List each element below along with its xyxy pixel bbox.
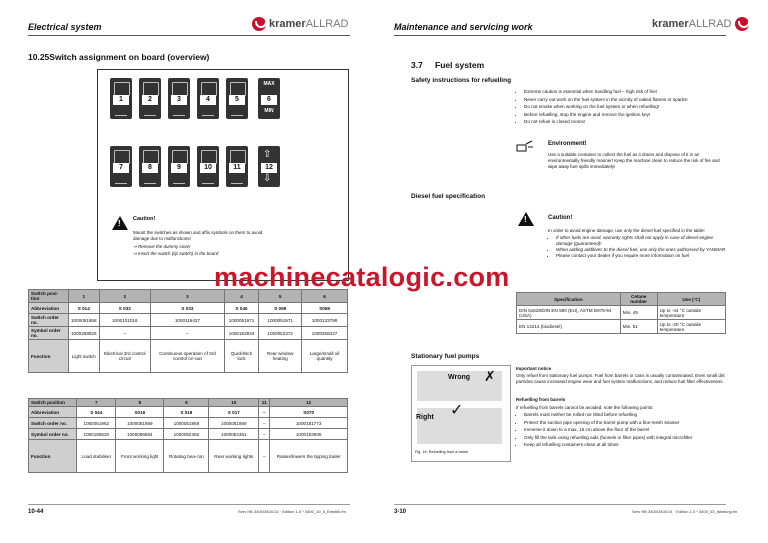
safety-list [516,88,734,126]
switch-symbol [202,175,214,184]
table-cell: Symbol order no. [29,327,69,340]
warning-icon: ! [518,212,534,226]
table-cell: 1000052372 [259,327,302,340]
table-cell: S016 [116,407,164,418]
arrow-down-icon: ⇩ [263,173,272,184]
switch-symbol [144,107,156,116]
table-cell: S 033 [150,303,224,314]
brand-logo [652,17,749,31]
table-cell: S069 [302,303,348,314]
table-header-cell: Switch posi- tion [29,290,69,303]
table-cell: Up to -44 °C outside temperature [657,306,725,320]
switch-8 [139,146,161,187]
switch-icon [230,82,246,96]
barrels-title: Refuelling from barrels [516,397,566,402]
table-cell: 1000052356 [164,429,209,440]
table-cell: Min. 51 [620,320,657,334]
table-cell: Function [29,440,77,473]
section-title: Fuel system [435,60,485,70]
table-cell: Up to -20 °C outside temperature [657,320,725,334]
switch-number: 12 [261,163,277,173]
header-title: Maintenance and servicing work [394,22,533,32]
table-row [29,418,348,429]
max-label: MAX [263,81,275,87]
switch-icon [172,150,188,164]
list-item: • Do not smoke when working on the fuel system or when refuelling! [524,103,734,111]
table-cell: S 032 [99,303,150,314]
switch-symbol [202,107,214,116]
switch-5 [226,78,248,119]
table-cell: – [99,327,150,340]
switch-icon [143,82,159,96]
table-cell: Load stabiliser [77,440,116,473]
table-cell: S 040 [224,303,258,314]
table-cell: 1000052361 [209,429,259,440]
list-item: • When adding additives to the diesel fuel, use only the ones authorised by YANMAR [556,247,726,253]
section-number: 3.7 [411,60,423,70]
switch-6 [258,78,280,119]
list-item: • Keep all refuelling containers clean at all times [524,441,736,449]
table-header-cell: 9 [164,399,209,407]
table-cell: Electrical 3rd control circuit [99,340,150,373]
table-cell: Symbol order no. [29,429,77,440]
switch-symbol [115,107,127,116]
environment-text: Use a suitable container to collect the fuel as it drains and dispose of it in an environmentally friendly manner! Keep the machine clean to reduce the risk of fire and wipe away fuel spills immediately! [548,152,720,169]
logo-suffix: ALLRAD [688,18,732,30]
table-header-cell: 1 [68,290,99,303]
switch-panel-figure [97,69,349,281]
table-row [517,306,726,320]
footer-rule [394,504,726,505]
switch-number: 5 [229,95,245,105]
switch-number: 10 [200,163,216,173]
table-cell: Quickhitch lock [224,340,258,373]
table-header-cell: Switch position [29,399,77,407]
switch-icon [143,150,159,164]
header-rule [394,35,726,36]
table-cell: 1000183935 [270,429,348,440]
list-item: • Immerse it down to a max. 15 cm above the floor of the barrel [524,426,736,434]
table-cell: Min. 49 [620,306,657,320]
table-row [29,327,348,340]
table-row [29,440,348,473]
table-cell: 1000051959 [116,418,164,429]
right-label: Right [416,414,434,421]
switch-symbol [173,175,185,184]
table-cell: S 018 [164,407,209,418]
checkmark-icon: ✓ [450,402,464,419]
list-item: • Before refuelling, stop the engine and remove the ignition key! [524,111,734,119]
table-cell: 1000268427 [302,327,348,340]
switch-number: 11 [229,163,245,173]
switch-9 [168,146,190,187]
switch-symbol [115,175,127,184]
table-cell: 1000051959 [164,418,209,429]
caution-title: Caution! [133,216,156,222]
table-header-cell: 11 [259,399,270,407]
switch-icon [201,82,217,96]
switch-3 [168,78,190,119]
table-cell: Front working light [116,440,164,473]
table-header-cell: 2 [99,290,150,303]
kramer-logo-icon [735,17,749,31]
table-cell: 1000116427 [150,314,224,327]
table-row [29,314,348,327]
logo-text: kramer [652,18,689,30]
logo-text: kramer [269,18,306,30]
page-number: 10-44 [28,509,44,515]
safety-title: Safety instructions for refuelling [411,77,512,84]
list-item: • Extreme caution is essential when handling fuel – high risk of fire! [524,88,734,96]
table-cell: 1000133788 [302,314,348,327]
switch-symbol [173,107,185,116]
switch-number: 2 [142,95,158,105]
header-rule [28,35,350,36]
switch-icon [114,82,130,96]
table-header-cell: 4 [224,290,258,303]
header-title: Electrical system [28,22,102,32]
watermark: machinecatalogic.com [214,262,510,292]
table-cell: – [259,429,270,440]
table-cell: EN 14214 (biodiesel) [517,320,621,334]
caution-title: Caution! [548,215,573,221]
table-cell: 1000096654 [116,429,164,440]
list-item: • Do not refuel in closed rooms! [524,118,734,126]
table-header-cell: Use (°C) [657,293,725,306]
table-header-row [517,293,726,306]
switch-icon [172,82,188,96]
caution-text: Mount the switches as shown and affix symbols on them to avoid damage due to malfunctions! [133,230,263,241]
table-cell: – [259,418,270,429]
switch-icon [230,150,246,164]
switch-11 [226,146,248,187]
table-header-cell: 10 [209,399,259,407]
figure-caption: Fig. 16: Refuelling from a barrel [415,450,469,454]
switch-number: 6 [261,95,277,105]
table-cell: 1000185520 [77,429,116,440]
table-cell: – [259,440,270,473]
list-item: • Barrels must neither be rolled nor tilted before refuelling [524,411,736,419]
footer-reference: Serv HB 3400/3400-01 · Edition 1.0 * 3400_03_Wartung.fm [632,509,738,514]
switch-1 [110,78,132,119]
caution-step-1: ⇒ Remove the dummy cover [133,244,191,249]
table-header-cell: 8 [116,399,164,407]
caution-step-2: ⇒ Insert the switch (tip switch) in the board [133,251,219,256]
table-row [517,320,726,334]
switch-icon [201,150,217,164]
environment-icon [516,140,534,152]
table-header-cell: Specification [517,293,621,306]
table-header-cell: 6 [302,290,348,303]
switch-symbol [231,175,243,184]
caution-list [548,235,726,259]
table-cell: Abbreviation [29,407,77,418]
wrong-label: Wrong [448,374,471,381]
switch-7 [110,146,132,187]
environment-title: Environment! [548,141,587,147]
switch-number: 9 [171,163,187,173]
footer-reference: Serv HB 3400/3400-02 · Edition 1.0 * 3400_10_0_Elektrik.fm [238,509,346,514]
table-cell: Switch order no. [29,314,69,327]
table-cell: 1000051958 [68,314,99,327]
arrow-up-icon: ⇧ [263,149,272,160]
table-cell: Large/small oil quantity [302,340,348,373]
barrels-intro: If refuelling from barrels cannot be avoided, note the following points: [516,405,654,410]
switch-row-top [110,78,290,136]
table-cell: 1000268826 [68,327,99,340]
switch-12 [258,146,280,187]
switch-number: 1 [113,95,129,105]
switch-symbol [231,107,243,116]
refuelling-figure [411,365,511,462]
table-cell: 1000051959 [209,418,259,429]
table-cell: Abbreviation [29,303,69,314]
table-cell: 1000051971 [259,314,302,327]
notice-title: Important notice [516,366,552,371]
pumps-title: Stationary fuel pumps [411,353,480,360]
table-cell: S070 [270,407,348,418]
logo-suffix: ALLRAD [305,18,349,30]
list-item: • If other fuels are used, warranty rights shall not apply in case of diesel engine damage (guaranteed)! [556,235,726,247]
table-cell: S 044 [77,407,116,418]
table-cell: – [259,407,270,418]
brand-logo [252,17,349,31]
table-header-cell: 5 [259,290,302,303]
list-item: • Never carry out work on the fuel system in the vicinity of naked flames or sparks! [524,96,734,104]
switch-4 [197,78,219,119]
table-cell: S 014 [68,303,99,314]
table-cell: Switch order no. [29,418,77,429]
table-cell: Rotating bea-con [164,440,209,473]
switch-number: 7 [113,163,129,173]
switch-number: 3 [171,95,187,105]
table-cell: 1000183934 [224,327,258,340]
list-item: • Only fill the tank using refuelling aids (funnels or filter pipes) with integral microfilter [524,434,736,442]
switch-number: 4 [200,95,216,105]
table-cell: Continuous operation of 3rd control cir-cuit [150,340,224,373]
switch-number: 8 [142,163,158,173]
table-cell: DIN 51628/DIN EN 590 (EU), ASTM D975-94 (USA) [517,306,621,320]
min-label: MIN [264,108,274,114]
table-cell: 1000181773 [270,418,348,429]
section-title: 10.25Switch assignment on board (overview) [28,52,210,62]
table-cell: S 059 [259,303,302,314]
table-cell: Rear working lights [209,440,259,473]
footer-rule [28,504,350,505]
table-row [29,407,348,418]
switch-symbol [144,175,156,184]
table-row [29,429,348,440]
table-row [29,303,348,314]
table-cell: Light switch [68,340,99,373]
caution-text: In order to avoid engine damage, use only the diesel fuel specified in the table! [548,228,705,233]
diesel-title: Diesel fuel specification [411,193,486,200]
table-cell: 1000051971 [224,314,258,327]
list-item: • Protect the suction pipe opening of the barrel pump with a fine-mesh strainer [524,419,736,427]
warning-icon: ! [112,216,128,230]
table-cell: Rear window heating [259,340,302,373]
table-cell: 1000051962 [77,418,116,429]
switch-10 [197,146,219,187]
table-cell: 1000101016 [99,314,150,327]
table-cell: Function [29,340,69,373]
fuel-spec-table [516,292,726,334]
table-cell: S 017 [209,407,259,418]
switch-table-1 [28,289,348,373]
barrels-list [516,411,736,449]
table-cell: – [150,327,224,340]
switch-table-2 [28,398,348,473]
table-header-cell: 7 [77,399,116,407]
switch-icon [114,150,130,164]
list-item: • Please contact your dealer if you require more information on fuel [556,253,726,259]
cross-icon: ✗ [484,368,496,384]
table-header-cell: 12 [270,399,348,407]
table-cell: Raises/lowers the tipping trailer [270,440,348,473]
kramer-logo-icon [252,17,266,31]
table-header-cell: Cetane number [620,293,657,306]
notice-text: Only refuel from stationary fuel pumps. Fuel from barrels or cans is usually contaminated. Even small dirt particles cause increased engine wear and fuel system malfunctions, and reduce fuel filter effectiveness. [516,373,725,384]
page-number: 3-10 [394,509,407,515]
switch-2 [139,78,161,119]
switch-row-bottom [110,146,290,204]
table-header-cell: 3 [150,290,224,303]
table-header-row [29,399,348,407]
table-row [29,340,348,373]
